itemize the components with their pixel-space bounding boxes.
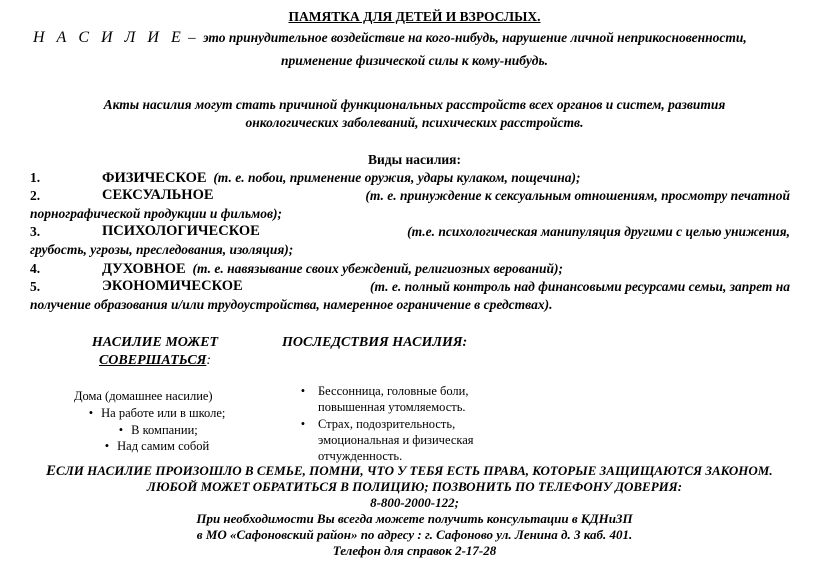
- item-name: СЕКСУАЛЬНОЕ: [102, 187, 214, 203]
- where-item: • На работе или в школе;: [84, 405, 225, 421]
- bullet-icon: •: [104, 439, 110, 453]
- footer-line-1: ЕСЛИ НАСИЛИЕ ПРОИЗОШЛО В СЕМЬЕ, ПОМНИ, ЧТО У ТЕБЯ ЕСТЬ ПРАВА, КОТОРЫЕ ЗАЩИЩАЮТСЯ ЗАКОНОМ.: [46, 463, 773, 479]
- item-name: ДУХОВНОЕ: [102, 261, 186, 277]
- consequence-item: • Бессонница, головные боли,: [296, 383, 310, 399]
- bullet-icon: •: [88, 406, 94, 420]
- bullet-icon: •: [300, 384, 306, 398]
- footer-reference-phone: Телефон для справок 2-17-28: [332, 543, 497, 558]
- item-number: 4.: [30, 261, 41, 276]
- footer-line-4: При необходимости Вы всегда можете получить консультации в КДНиЗП: [196, 511, 633, 526]
- item-description: (т. е. принуждение к сексуальным отношениям, просмотру печатной: [365, 188, 790, 203]
- footer-line-2: ЛЮБОЙ МОЖЕТ ОБРАТИТЬСЯ В ПОЛИЦИЮ; ПОЗВОНИТЬ ПО ТЕЛЕФОНУ ДОВЕРИЯ:: [146, 479, 683, 494]
- item-description: (т. е. навязывание своих убеждений, религиозных верований);: [192, 261, 563, 276]
- footer-address: в МО «Сафоновский район» по адресу : г. Сафоново ул. Ленина д. 3 каб. 401.: [196, 527, 633, 542]
- item-description: (т. е. полный контроль над финансовыми ресурсами семьи, запрет на: [369, 279, 790, 294]
- where-item: Дома (домашнее насилие): [74, 389, 213, 403]
- hotline-phone: 8-800-2000-122;: [370, 495, 459, 510]
- item-number: 1.: [30, 170, 41, 185]
- acts-line-2: онкологических заболеваний, психических расстройств.: [245, 115, 584, 130]
- item-name: ПСИХОЛОГИЧЕСКОЕ: [102, 223, 260, 239]
- where-item: • Над самим собой: [100, 438, 209, 454]
- item-number: 2.: [30, 188, 41, 203]
- item-name: ЭКОНОМИЧЕСКОЕ: [102, 278, 243, 294]
- consequence-item-continuation: отчужденность.: [318, 449, 403, 463]
- definition-term: Н А С И Л И Е: [33, 29, 185, 46]
- item-continuation: порнографической продукции и фильмов);: [30, 206, 283, 221]
- where-heading-line-2: СОВЕРШАТЬСЯ:: [98, 353, 212, 368]
- consequence-item-continuation: повышенная утомляемость.: [318, 400, 466, 414]
- item-continuation: грубость, угрозы, преследования, изоляция);: [30, 242, 294, 257]
- definition-dash: –: [188, 30, 196, 46]
- definition-line-1: [33, 29, 747, 47]
- item-continuation: получение образования и/или трудоустройства, намеренное ограничение в средствах).: [30, 297, 553, 312]
- acts-line-1: Акты насилия могут стать причиной функциональных расстройств всех органов и систем, развития: [103, 97, 726, 112]
- page-title: ПАМЯТКА ДЛЯ ДЕТЕЙ И ВЗРОСЛЫХ.: [288, 9, 541, 24]
- bullet-icon: •: [118, 423, 124, 437]
- footer-drop-cap: Е: [46, 463, 57, 479]
- item-description: (т.е. психологическая манипуляция другими с целью унижения,: [407, 224, 790, 239]
- consequences-heading: ПОСЛЕДСТВИЯ НАСИЛИЯ:: [282, 335, 468, 350]
- consequence-item: • Страх, подозрительность,: [296, 416, 310, 432]
- consequence-item-continuation: эмоциональная и физическая: [318, 433, 474, 447]
- item-description: (т. е. побои, применение оружия, удары кулаком, пощечина);: [213, 170, 581, 185]
- where-item: • В компании;: [114, 422, 198, 438]
- bullet-icon: •: [300, 417, 306, 431]
- where-heading-line-1: НАСИЛИЕ МОЖЕТ: [91, 335, 219, 350]
- item-number: 3.: [30, 224, 41, 239]
- item-name: ФИЗИЧЕСКОЕ: [102, 170, 207, 186]
- definition-text-2: применение физической силы к кому-нибудь.: [280, 53, 549, 68]
- item-number: 5.: [30, 279, 41, 294]
- types-heading: Виды насилия:: [368, 152, 461, 167]
- definition-text-1: это принудительное воздействие на кого-нибудь, нарушение личной неприкосновенности,: [202, 30, 747, 45]
